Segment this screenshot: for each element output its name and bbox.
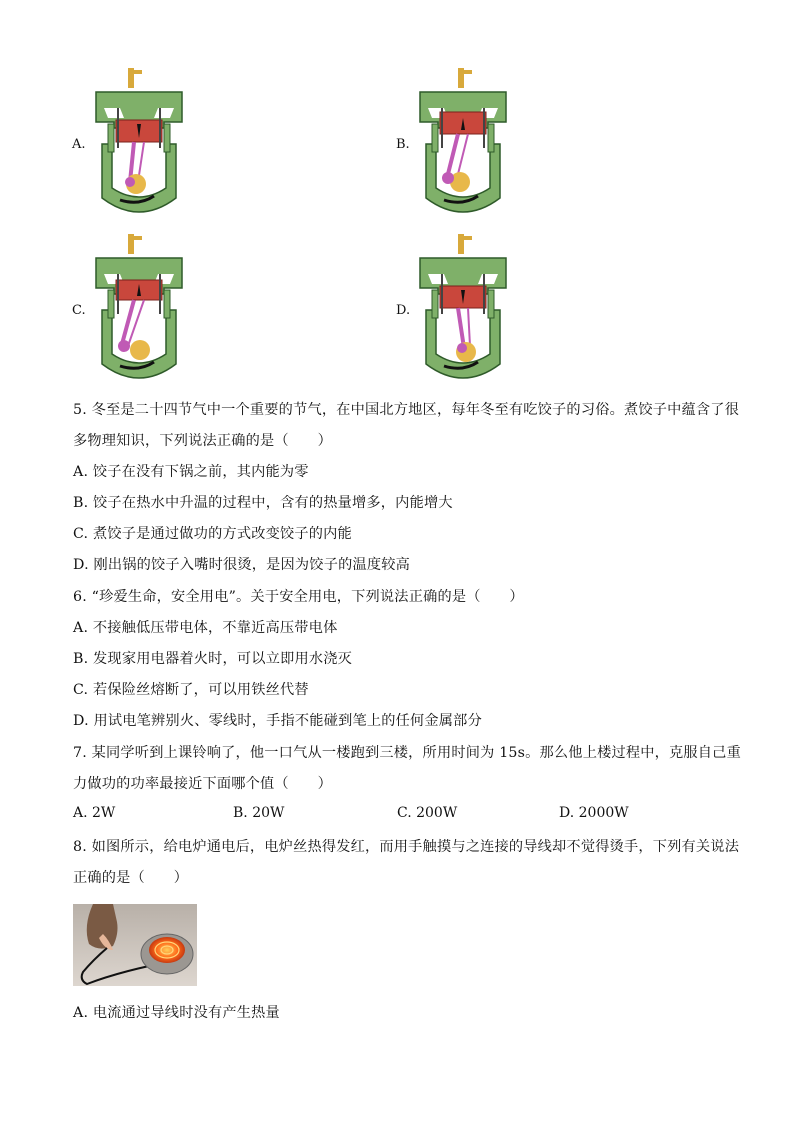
q6-option-d: D. 用试电笔辨别火、零线时，手指不能碰到笔上的任何金属部分 <box>73 713 482 729</box>
electric-stove-photo <box>73 904 197 986</box>
q7-option-d: D. 2000W <box>559 805 629 821</box>
q6-option-b: B. 发现家用电器着火时，可以立即用水浇灭 <box>73 651 353 667</box>
option-label-a: A. <box>72 137 86 152</box>
option-label-d: D. <box>396 303 411 318</box>
stove-coil <box>149 937 185 963</box>
q8-stem-line2: 正确的是（ ） <box>73 870 189 886</box>
option-label-b: B. <box>396 137 410 152</box>
engine-diagram-b <box>418 68 508 218</box>
q5-option-d: D. 刚出锅的饺子入嘴时很烫，是因为饺子的温度较高 <box>73 557 411 573</box>
engine-diagram-a <box>94 68 184 218</box>
q5-option-c: C. 煮饺子是通过做功的方式改变饺子的内能 <box>73 526 352 542</box>
q7-stem-line2: 力做功的功率最接近下面哪个值（ ） <box>73 776 332 792</box>
q6-stem: 6. “珍爱生命，安全用电”。关于安全用电，下列说法正确的是（ ） <box>73 589 524 605</box>
q5-stem-line1: 5. 冬至是二十四节气中一个重要的节气，在中国北方地区，每年冬至有吃饺子的习俗。煮饺子中蕴含了很 <box>73 402 740 418</box>
q7-option-c: C. 200W <box>397 805 458 821</box>
engine-diagram-d <box>418 234 508 384</box>
q5-stem-line2: 多物理知识，下列说法正确的是（ ） <box>73 433 332 449</box>
q6-option-c: C. 若保险丝熔断了，可以用铁丝代替 <box>73 682 309 698</box>
engine-diagram-c <box>94 234 184 384</box>
q6-option-a: A. 不接触低压带电体，不靠近高压带电体 <box>73 620 338 636</box>
q7-option-a: A. 2W <box>73 805 116 821</box>
q8-option-a: A. 电流通过导线时没有产生热量 <box>73 1005 280 1021</box>
q7-option-b: B. 20W <box>233 805 285 821</box>
q8-stem-line1: 8. 如图所示，给电炉通电后，电炉丝热得发红，而用手触摸与之连接的导线却不觉得烫手，下列有关说法 <box>73 839 740 855</box>
option-label-c: C. <box>72 303 86 318</box>
q7-stem-line1: 7. 某同学听到上课铃响了，他一口气从一楼跑到三楼，所用时间为 15s。那么他上楼过程中，克服自己重 <box>73 745 741 761</box>
q5-option-a: A. 饺子在没有下锅之前，其内能为零 <box>73 464 309 480</box>
q5-option-b: B. 饺子在热水中升温的过程中，含有的热量增多，内能增大 <box>73 495 453 511</box>
